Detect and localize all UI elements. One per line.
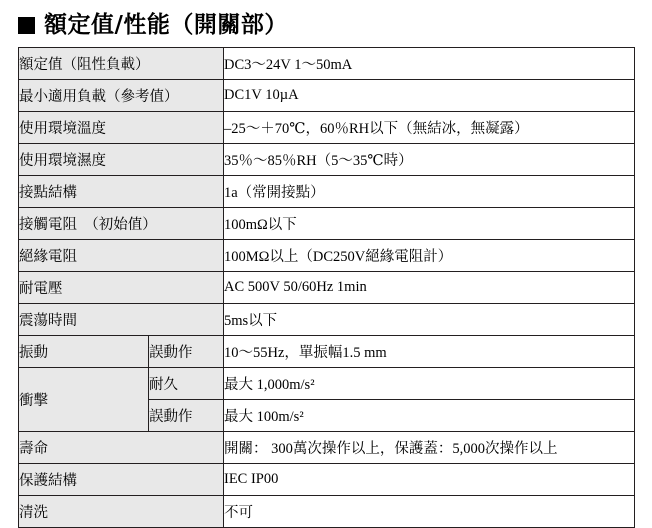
table-row: [19, 336, 635, 368]
row-label: 振動: [19, 336, 149, 368]
row-label: 耐電壓: [19, 272, 224, 304]
row-value: 100MΩ以上（DC250V絕緣電阻計）: [224, 240, 635, 272]
table-row: [19, 240, 635, 272]
row-label: 震蕩時間: [19, 304, 224, 336]
table-row: [19, 176, 635, 208]
row-value: 100mΩ以下: [224, 208, 635, 240]
row-label: 絕緣電阻: [19, 240, 224, 272]
row-sublabel: 誤動作: [149, 336, 224, 368]
row-value: DC3～24V 1～50mA: [224, 48, 635, 80]
specifications-table: [18, 47, 635, 528]
row-label: 使用環境溫度: [19, 112, 224, 144]
row-value: 不可: [224, 496, 635, 528]
row-sublabel: 耐久: [149, 368, 224, 400]
table-row: [19, 304, 635, 336]
table-row: [19, 208, 635, 240]
row-label: 保護結構: [19, 464, 224, 496]
table-row: [19, 272, 635, 304]
row-value: 最大 100m/s²: [224, 400, 635, 432]
row-value: –25～＋70℃，60％RH以下（無結冰，無凝露）: [224, 112, 635, 144]
table-row: [19, 80, 635, 112]
row-value: 35％～85％RH（5～35℃時）: [224, 144, 635, 176]
row-value: DC1V 10µA: [224, 80, 635, 112]
row-label: 接點結構: [19, 176, 224, 208]
table-row: [19, 48, 635, 80]
table-row: [19, 144, 635, 176]
table-row: [19, 432, 635, 464]
row-value: 5ms以下: [224, 304, 635, 336]
row-label: 最小適用負載（參考值）: [19, 80, 224, 112]
row-value: 1a（常開接點）: [224, 176, 635, 208]
row-label: 接觸電阻 （初始值）: [19, 208, 224, 240]
row-label: 使用環境濕度: [19, 144, 224, 176]
row-label: 壽命: [19, 432, 224, 464]
row-sublabel: 誤動作: [149, 400, 224, 432]
page-title: [0, 0, 652, 47]
row-label: 衝擊: [19, 368, 149, 432]
black-square-bullet-icon: [18, 17, 35, 34]
table-row: [19, 112, 635, 144]
row-value: 最大 1,000m/s²: [224, 368, 635, 400]
row-value: AC 500V 50/60Hz 1min: [224, 272, 635, 304]
row-value: 開關： 300萬次操作以上，保護蓋：5,000次操作以上: [224, 432, 635, 464]
page-title-text: 額定值/性能（開關部）: [44, 12, 288, 38]
row-value: 10～55Hz，單振幅1.5 mm: [224, 336, 635, 368]
row-label: 清洗: [19, 496, 224, 528]
table-row: [19, 464, 635, 496]
row-label: 額定值（阻性負載）: [19, 48, 224, 80]
row-value: IEC IP00: [224, 464, 635, 496]
table-row: [19, 368, 635, 400]
table-row: [19, 496, 635, 528]
